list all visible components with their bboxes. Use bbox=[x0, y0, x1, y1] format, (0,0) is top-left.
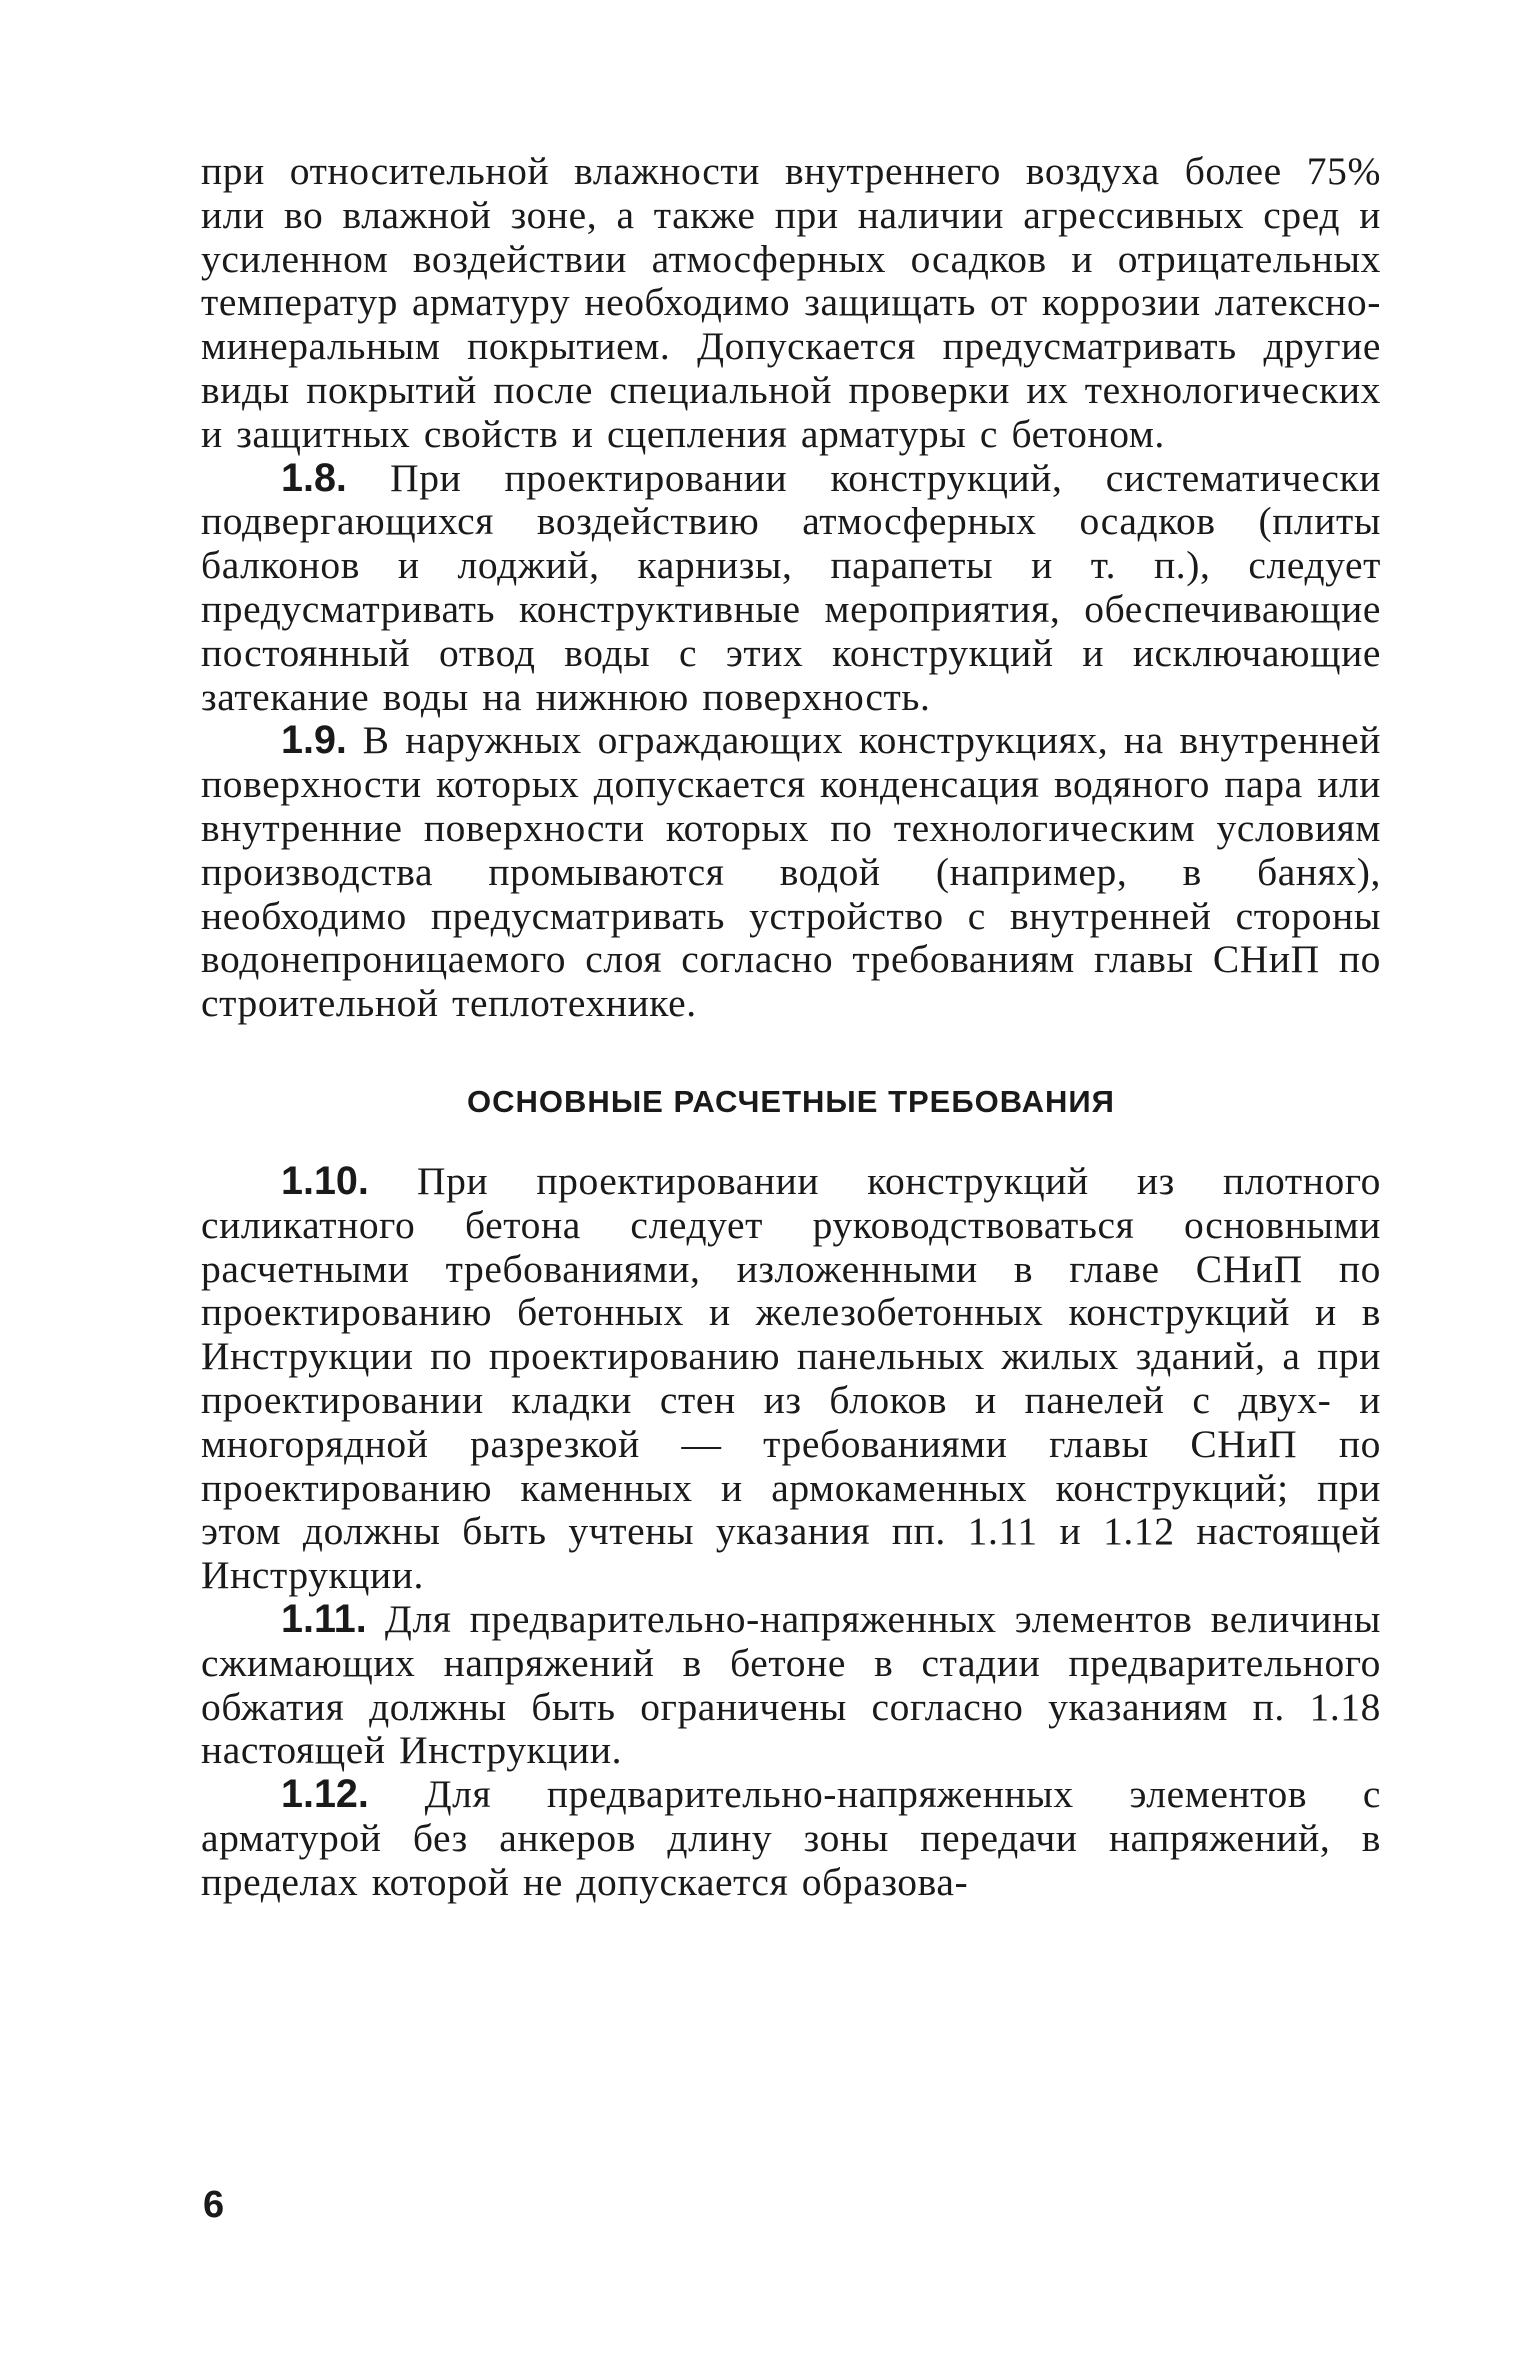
paragraph-text: При проектировании конструкций, систематически подвергающихся воздействию атмосферных осадков (плиты балконов и лоджий, карнизы, парапеты и т. п.), следует предусматривать конструктивные мероприятия, обеспечивающие постоянный отвод воды с этих конструкций и исключающие затекание воды на нижнюю поверхность. bbox=[201, 455, 1381, 719]
paragraph-text: При проектировании конструкций из плотного силикатного бетона следует руководствоваться основными расчетными требованиями, изложенными в главе СНиП по проектированию бетонных и железобетонных конструкций и в Инструкции по проектированию панельных жилых зданий, а при проектировании кладки стен из блоков и панелей с двух- и многорядной разрезкой — требованиями главы СНиП по проектированию каменных и армокаменных конструкций; при этом должны быть учтены указания пп. 1.11 и 1.12 настоящей Инструкции. bbox=[201, 1158, 1381, 1598]
paragraph-1-10 bbox=[201, 1160, 1381, 1598]
paragraph-continuation bbox=[201, 150, 1381, 457]
clause-number: 1.11. bbox=[281, 1596, 367, 1641]
paragraph-text: Для предварительно-напряженных элементов величины сжимающих напряжений в бетоне в стадии предварительного обжатия должны быть ограничены согласно указаниям п. 1.18 настоящей Инструкции. bbox=[201, 1596, 1381, 1773]
page-number: 6 bbox=[203, 2184, 225, 2226]
clause-number: 1.10. bbox=[281, 1158, 369, 1203]
section-heading: ОСНОВНЫЕ РАСЧЕТНЫЕ ТРЕБОВАНИЯ bbox=[467, 1083, 1115, 1119]
page-body bbox=[201, 150, 1381, 1904]
paragraph-1-11 bbox=[201, 1598, 1381, 1773]
paragraph-1-9 bbox=[201, 719, 1381, 1026]
clause-number: 1.12. bbox=[281, 1772, 369, 1817]
paragraph-text: В наружных ограждающих конструкциях, на внутренней поверхности которых допускается конденсация водяного пара или внутренние поверхности которых по технологическим условиям производства промываются водой (например, в банях), необходимо предусматривать устройство с внутренней стороны водонепроницаемого слоя согласно требованиям главы СНиП по строительной теплотехнике. bbox=[201, 718, 1381, 1026]
paragraph-1-12 bbox=[201, 1773, 1381, 1904]
clause-number: 1.9. bbox=[281, 718, 347, 763]
clause-number: 1.8. bbox=[281, 455, 347, 500]
paragraph-text: Для предварительно-напряженных элементов с арматурой без анкеров длину зоны передачи напряжений, в пределах которой не допускается образова- bbox=[201, 1772, 1381, 1904]
paragraph-text: при относительной влажности внутреннего воздуха более 75% или во влажной зоне, а также при наличии агрессивных сред и усиленном воздействии атмосферных осадков и отрицательных температур арматуру необходимо защищать от коррозии латексно-минеральным покрытием. Допускается предусматривать другие виды покрытий после специальной проверки их технологических и защитных свойств и сцепления арматуры с бетоном. bbox=[201, 149, 1381, 456]
paragraph-1-8 bbox=[201, 457, 1381, 720]
